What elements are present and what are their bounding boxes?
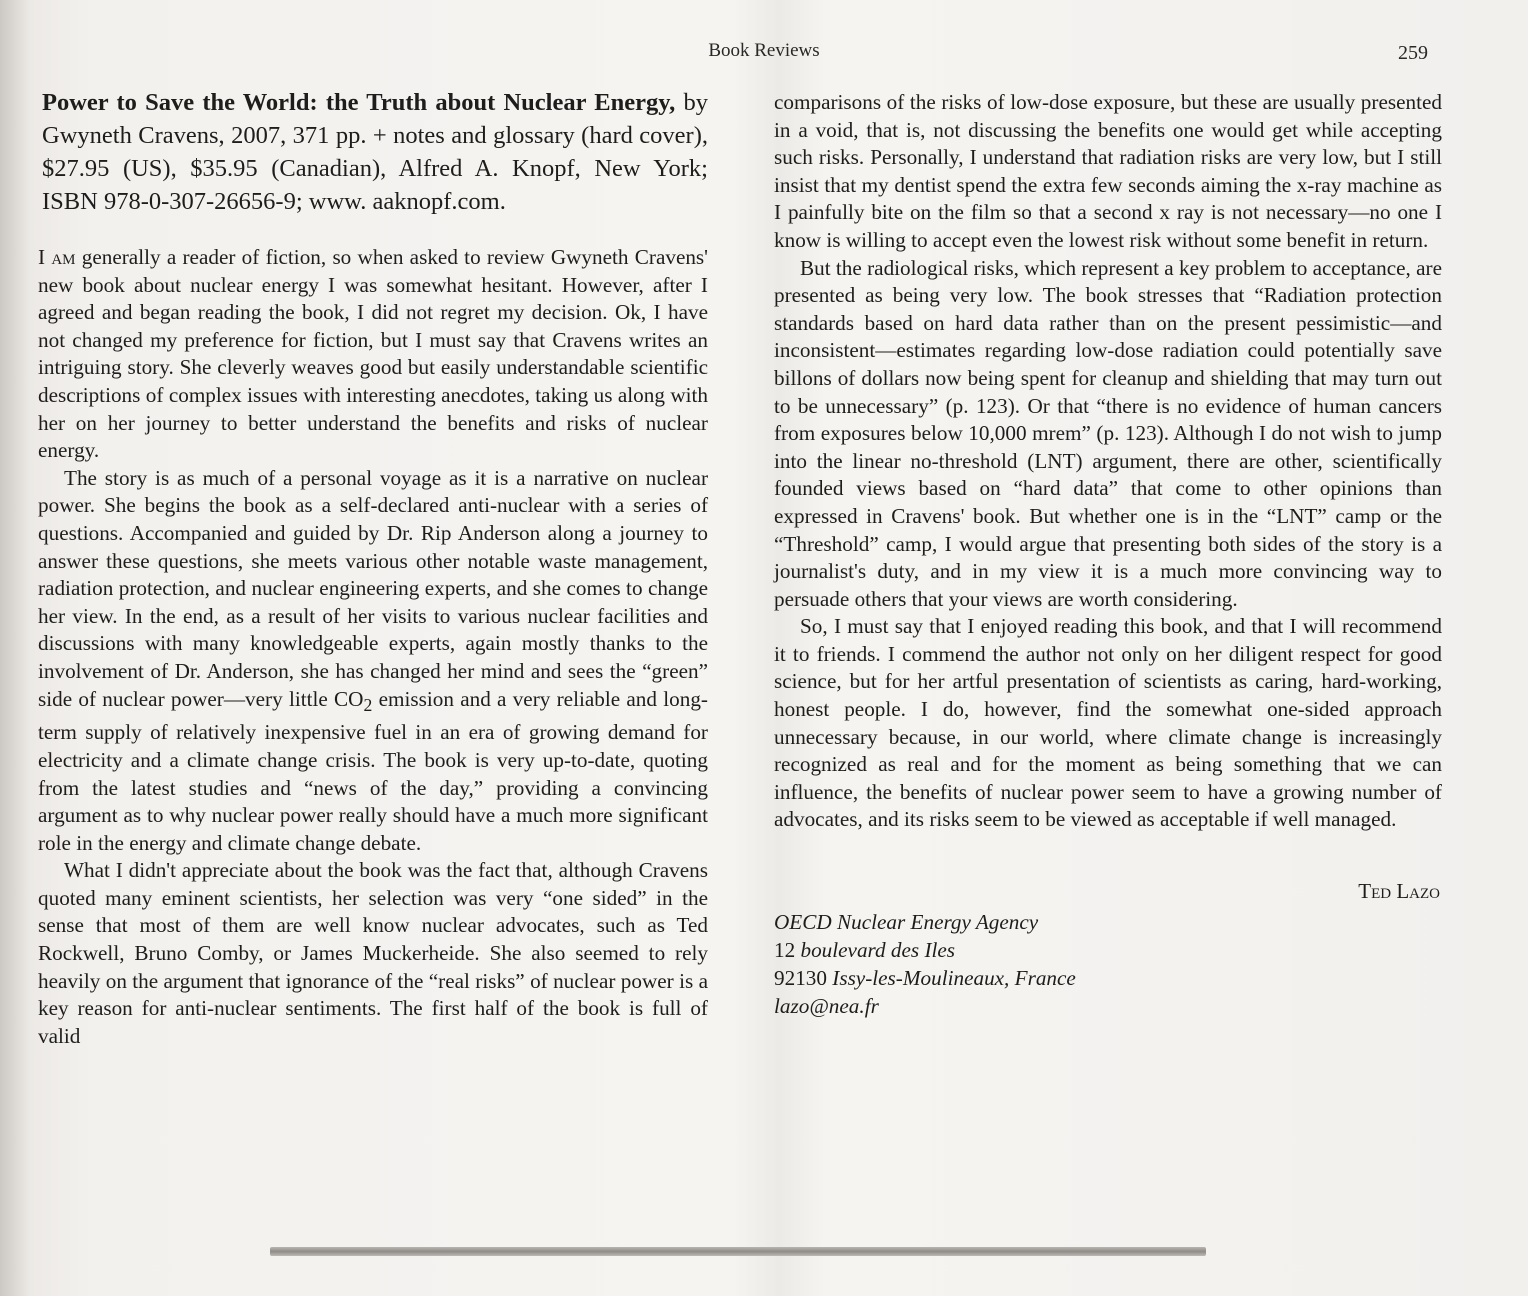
reviewer-city: 92130 Issy-les-Moulineaux, France — [774, 965, 1076, 990]
paragraph-3-continued: comparisons of the risks of low-dose exposure, but these are usually presented in a void, that is, not discussing the benefits one would get while accepting such risks. Personally, I understand that radiation risks are very low, but I still insist that my dentist spend the extra few seconds aiming the x-ray machine as I painfully bite on the film so that a second x ray is not necessary—no one I know is willing to accept even the lowest risk without some benefit in return. — [774, 90, 1442, 252]
paragraph-2: The story is as much of a personal voyage as it is a narrative on nuclear power. She begins the book as a self-declared anti-nuclear with a series of questions. Accompanied and guided by Dr. Rip Anderson along a journey to answer these questions, she meets various other notable waste management, radiation protection, and nuclear engineering experts, and she comes to change her view. In the end, as a result of her visits to various nuclear facilities and discussions with many knowledgeable experts, again mostly thanks to the involvement of Dr. Anderson, she has changed her mind and sees the “green” side of nuclear power—very little $CO_2$ emission and a very reliable and long-term supply of relatively inexpensive fuel in an era of growing demand for electricity and a climate change crisis. The book is very up-to-date, quoting from the latest studies and “news of the day,” providing a convincing argument as to why nuclear power really should have a much more significant role in the energy and climate change debate. — [38, 465, 708, 855]
book-title: Power to Save the World: the Truth about Nuclear Energy, — [42, 89, 676, 116]
reviewer-name: Ted Lazo — [1358, 879, 1440, 904]
left-column — [38, 86, 708, 1050]
reviewer-street: 12 boulevard des Iles — [774, 937, 956, 962]
reviewer-organization: OECD Nuclear Energy Agency — [774, 909, 1039, 934]
dropcap-word: am — [51, 245, 76, 269]
subscript: 2 — [363, 694, 373, 715]
paragraph-1: I am generally a reader of fiction, so when asked to review Gwyneth Cravens' new book about nuclear energy I was somewhat hesitant. However, after I agreed and began reading the book, I did not regret my decision. Ok, I have not changed my preference for fiction, but I must say that Cravens writes an intriguing story. She cleverly weaves good but easily understandable scientific descriptions of complex issues with interesting anecdotes, taking us along with her on her journey to better understand the benefits and risks of nuclear energy. — [38, 245, 708, 463]
paragraph-4: But the radiological risks, which represent a key problem to acceptance, are presented as being very low. The book stresses that “Radiation protection standards based on hard data rather than on the present pessimistic—and inconsistent—estimates regarding low-dose radiation could potentially save billons of dollars now being spent for cleanup and shielding that may turn out to be unnecessary” (p. 123). Or that “there is no evidence of human cancers from exposures below 10,000 mrem” (p. 123). Although I do not wish to jump into the linear no-threshold (LNT) argument, there are other, scientifically founded views based on “hard data” that come to other opinions than expressed in Cravens' book. But whether one is in the “LNT” camp or the “Threshold” camp, I would argue that presenting both sides of the story is a journalist's duty, and in my view it is a much more convincing way to persuade others that your views are worth considering. — [774, 255, 1442, 611]
binding-shadow — [0, 0, 30, 1296]
right-column — [774, 89, 1442, 1020]
reviewer-affiliation — [774, 908, 1442, 1020]
running-head: Book Reviews — [708, 40, 820, 61]
review-citation — [38, 86, 708, 218]
page-number: 259 — [1398, 42, 1428, 64]
paragraph-3: What I didn't appreciate about the book was the fact that, although Cravens quoted many eminent scientists, her selection was very “one sided” in the sense that most of them are well know nuclear advocates, such as Ted Rockwell, Bruno Comby, or James Muckerheide. She also seemed to rely heavily on the argument that ignorance of the “real risks” of nuclear power is a key reason for anti-nuclear sentiments. The first half of the book is full of valid — [38, 858, 708, 1048]
book-details: by Gwyneth Cravens, 2007, 371 pp. + notes and glossary (hard cover), $27.95 (US), $35.95 (Canadian), Alfred A. Knopf, New York; ISBN 978-0-307-26656-9; www. aaknopf.com. — [42, 89, 708, 215]
paragraph-5: So, I must say that I enjoyed reading this book, and that I will recommend it to friends. I commend the author not only on her diligent respect for good science, but for her artful presentation of scientists as caring, hard-working, honest people. I do, however, find the somewhat one-sided approach unnecessary because, in our world, where climate change is increasingly recognized as real and for the moment as being something that we can influence, the benefits of nuclear power seem to have a growing number of advocates, and its risks seem to be viewed as acceptable if well managed. — [774, 614, 1442, 832]
reviewer-email: lazo@nea.fr — [774, 993, 879, 1018]
scanner-edge-bar — [270, 1247, 1206, 1256]
